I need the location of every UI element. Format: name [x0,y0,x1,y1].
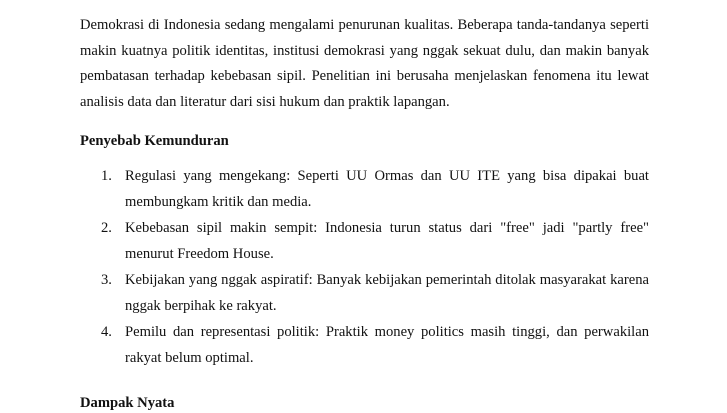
list-item-number: 1. [101,168,112,184]
list-item-text: Kebijakan yang nggak aspiratif: Banyak kebijakan pemerintah ditolak masyarakat karena nggak berpihak ke rakyat. [125,272,649,314]
list-item [80,163,649,215]
list-item [80,319,649,371]
list-item-text: Pemilu dan representasi politik: Praktik money politics masih tinggi, dan perwakilan rakyat belum optimal. [125,324,649,366]
list-item-text: Regulasi yang mengekang: Seperti UU Ormas dan UU ITE yang bisa dipakai buat membungkam kritik dan media. [125,168,649,210]
list-item-number: 2. [101,220,112,236]
section-heading-dampak-nyata: Dampak Nyata [80,395,175,411]
intro-paragraph: Demokrasi di Indonesia sedang mengalami penurunan kualitas. Beberapa tanda-tandanya seperti makin kuatnya politik identitas, institusi demokrasi yang nggak sekuat dulu, dan makin banyak pembatasan terhadap kebebasan sipil. Penelitian ini berusaha menjelaskan fenomena itu lewat analisis data dan literatur dari sisi hukum dan praktik lapangan. [80,17,649,110]
causes-list [80,163,649,371]
section-heading-penyebab-kemunduran: Penyebab Kemunduran [80,133,229,149]
list-item-number: 4. [101,324,112,340]
list-item [80,267,649,319]
list-item-number: 3. [101,272,112,288]
list-item [80,215,649,267]
list-item-text: Kebebasan sipil makin sempit: Indonesia turun status dari "free" jadi "partly free" menurut Freedom House. [125,220,649,262]
